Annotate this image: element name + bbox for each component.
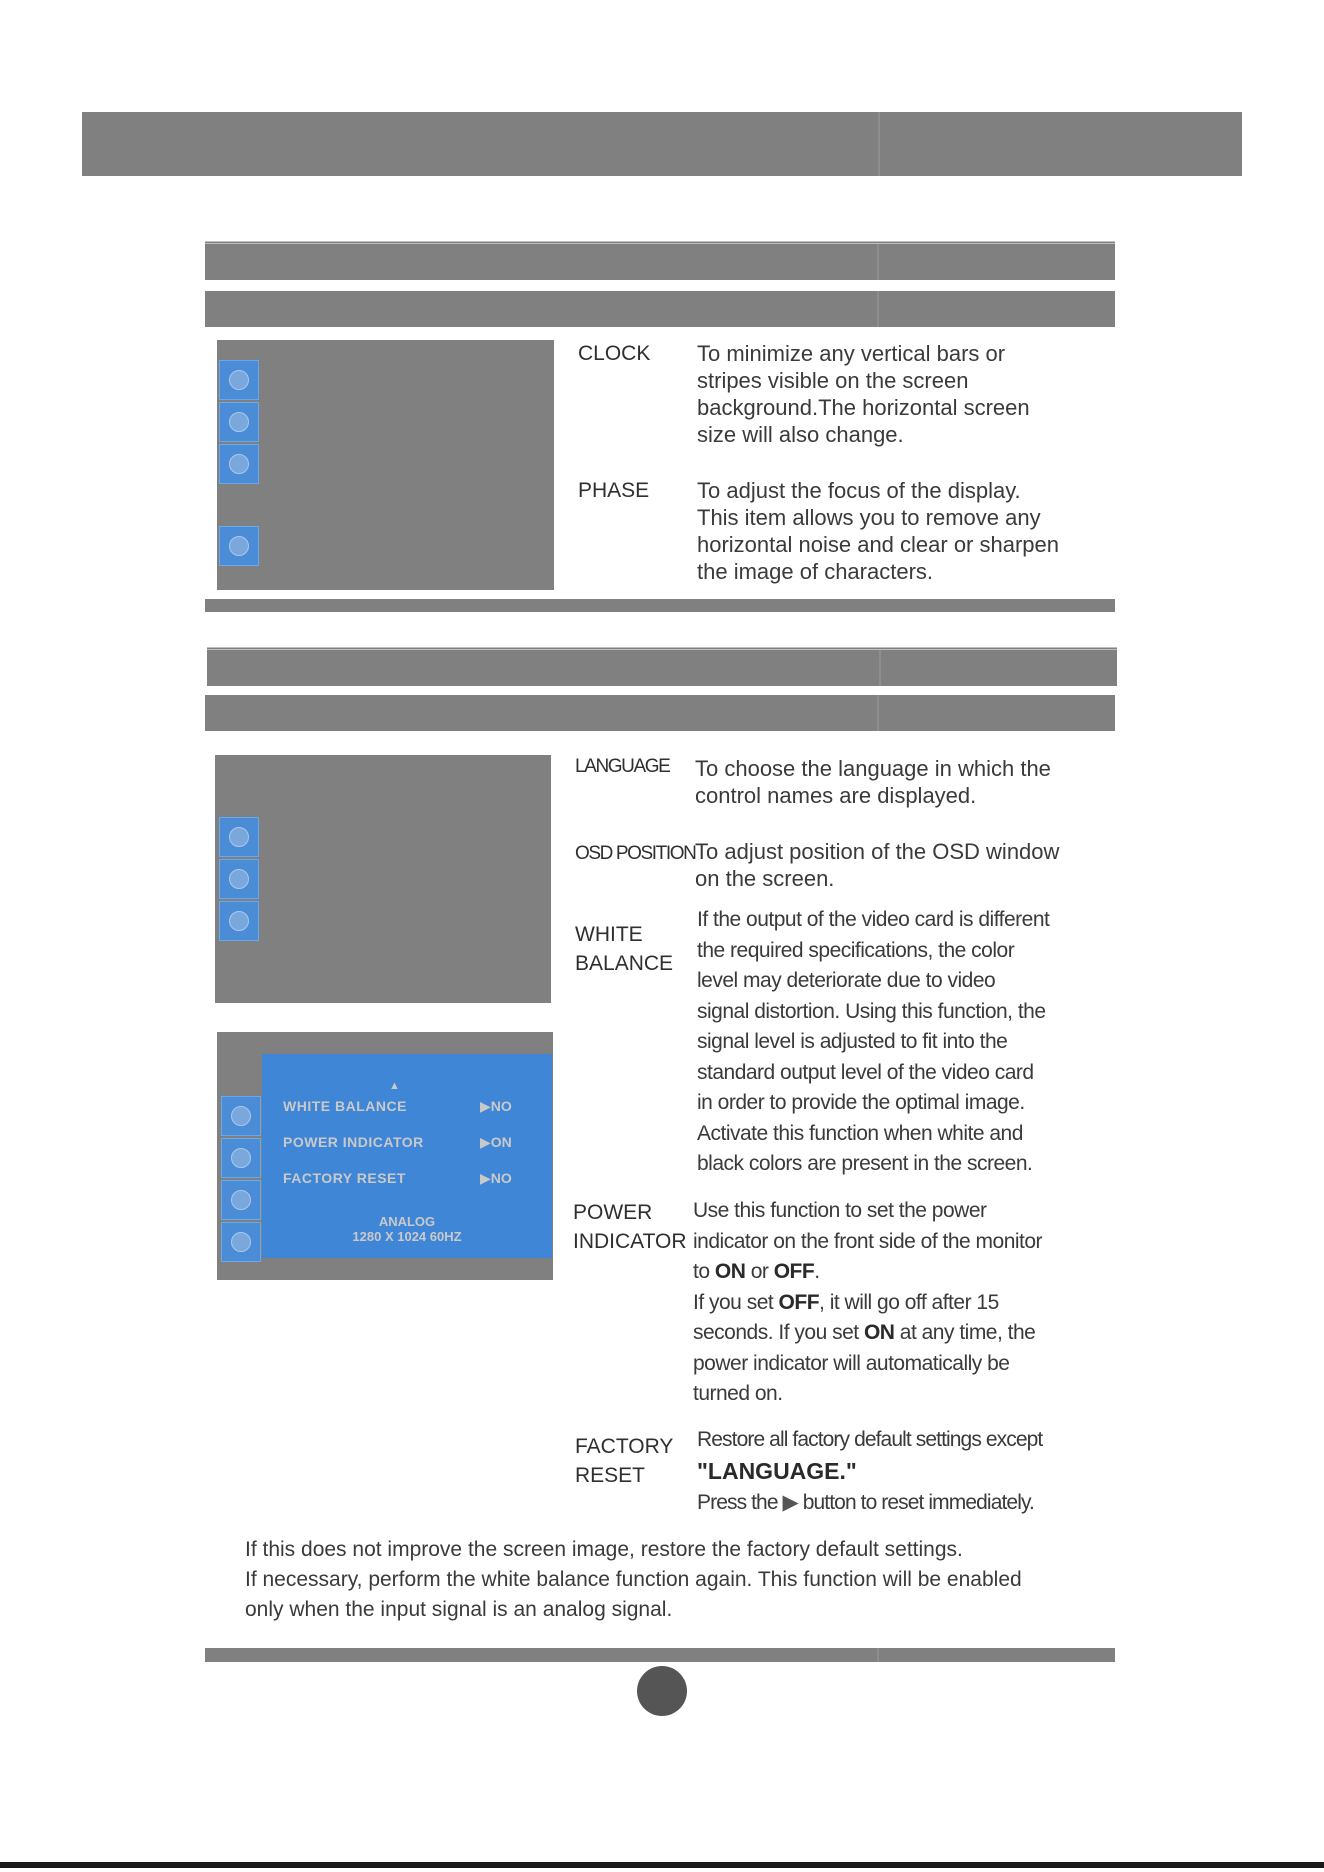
osd-menu-icon [219,444,259,484]
item-label-clock: CLOCK [578,342,651,365]
item-desc-phase: To adjust the focus of the display. This item allows you to remove any horizontal noise and clear or sharpen the image of characters. [697,478,1060,584]
osd-up-arrow-icon: ▲ [389,1080,400,1092]
osd-menu-icon [221,1138,261,1178]
page-header-bar [82,112,1242,176]
osd-gear-icon [221,1222,261,1262]
item-desc-clock: To minimize any vertical bars or stripes visible on the screen background.The horizontal screen size will also change. [697,341,1030,447]
osd-menu-icon [219,901,259,941]
osd-menu-panel [262,1054,552,1258]
item-desc-osd-position: To adjust position of the OSD window on the screen. [695,839,1060,891]
osd-menu-icon [219,526,259,566]
osd-menu-item-power-indicator: POWER INDICATOR [283,1134,424,1150]
osd-menu-item-factory-reset: FACTORY RESET [283,1170,406,1186]
section-divider [205,599,1115,612]
item-desc-language: To choose the language in which the control names are displayed. [695,756,1051,808]
item-desc-power-indicator: Use this function to set the power indicator on the front side of the monitor to ON or OFF. If you set OFF, it will go off after 15 seconds. If you set ON at any time, the power indicator will automatically be turned on. [693,1199,1043,1405]
osd-menu-item-white-balance: WHITE BALANCE [283,1098,407,1114]
osd-menu-icon [221,1096,261,1136]
osd-menu-icon [219,360,259,400]
osd-screen-image-status [215,755,551,1003]
page-number-badge [637,1666,687,1716]
osd-menu-value: ▶ON [480,1134,512,1150]
osd-mode-label: ANALOG [378,1214,436,1229]
osd-menu-icon [219,859,259,899]
osd-screen-image-clarity [217,340,554,590]
item-label-power-indicator: POWER INDICATOR [573,1201,687,1253]
section-title-bar-status [207,647,1117,686]
item-label-osd-position: OSD POSITION [575,843,696,864]
osd-resolution-label: 1280 X 1024 60HZ [352,1229,462,1244]
play-triangle-icon: ▶ [782,1491,798,1514]
item-label-factory-reset: FACTORY RESET [575,1435,674,1487]
osd-menu-value: ▶NO [480,1098,512,1114]
osd-menu-icon [219,402,259,442]
section-subheader-bar-clarity [205,291,1115,327]
item-label-white-balance: WHITE BALANCE [575,923,674,975]
scan-edge-line [0,1862,1324,1868]
item-desc-factory-reset: Restore all factory default settings except "LANGUAGE." Press the ▶ button to reset immediately. [697,1428,1043,1514]
section-subheader-bar-status [205,695,1115,731]
page-footer-rule [205,1648,1115,1662]
osd-menu-value: ▶NO [480,1170,512,1186]
footnote: If this does not improve the screen image, restore the factory default settings. If necessary, perform the white balance function again. This function will be enabled only when the input signal is an analog signal. [245,1538,1022,1621]
osd-menu-icon [219,817,259,857]
item-desc-white-balance: If the output of the video card is different the required specifications, the color level may deteriorate due to video signal distortion. Using this function, the signal level is adjusted to fit into the standard output level of the video card in order to provide the optimal image. Activate this function when white and black colors are present in the screen. [697,908,1050,1175]
section-title-bar-clarity [205,241,1115,280]
osd-menu-icon [221,1180,261,1220]
item-label-phase: PHASE [578,479,650,502]
item-label-language: LANGUAGE [575,756,670,777]
